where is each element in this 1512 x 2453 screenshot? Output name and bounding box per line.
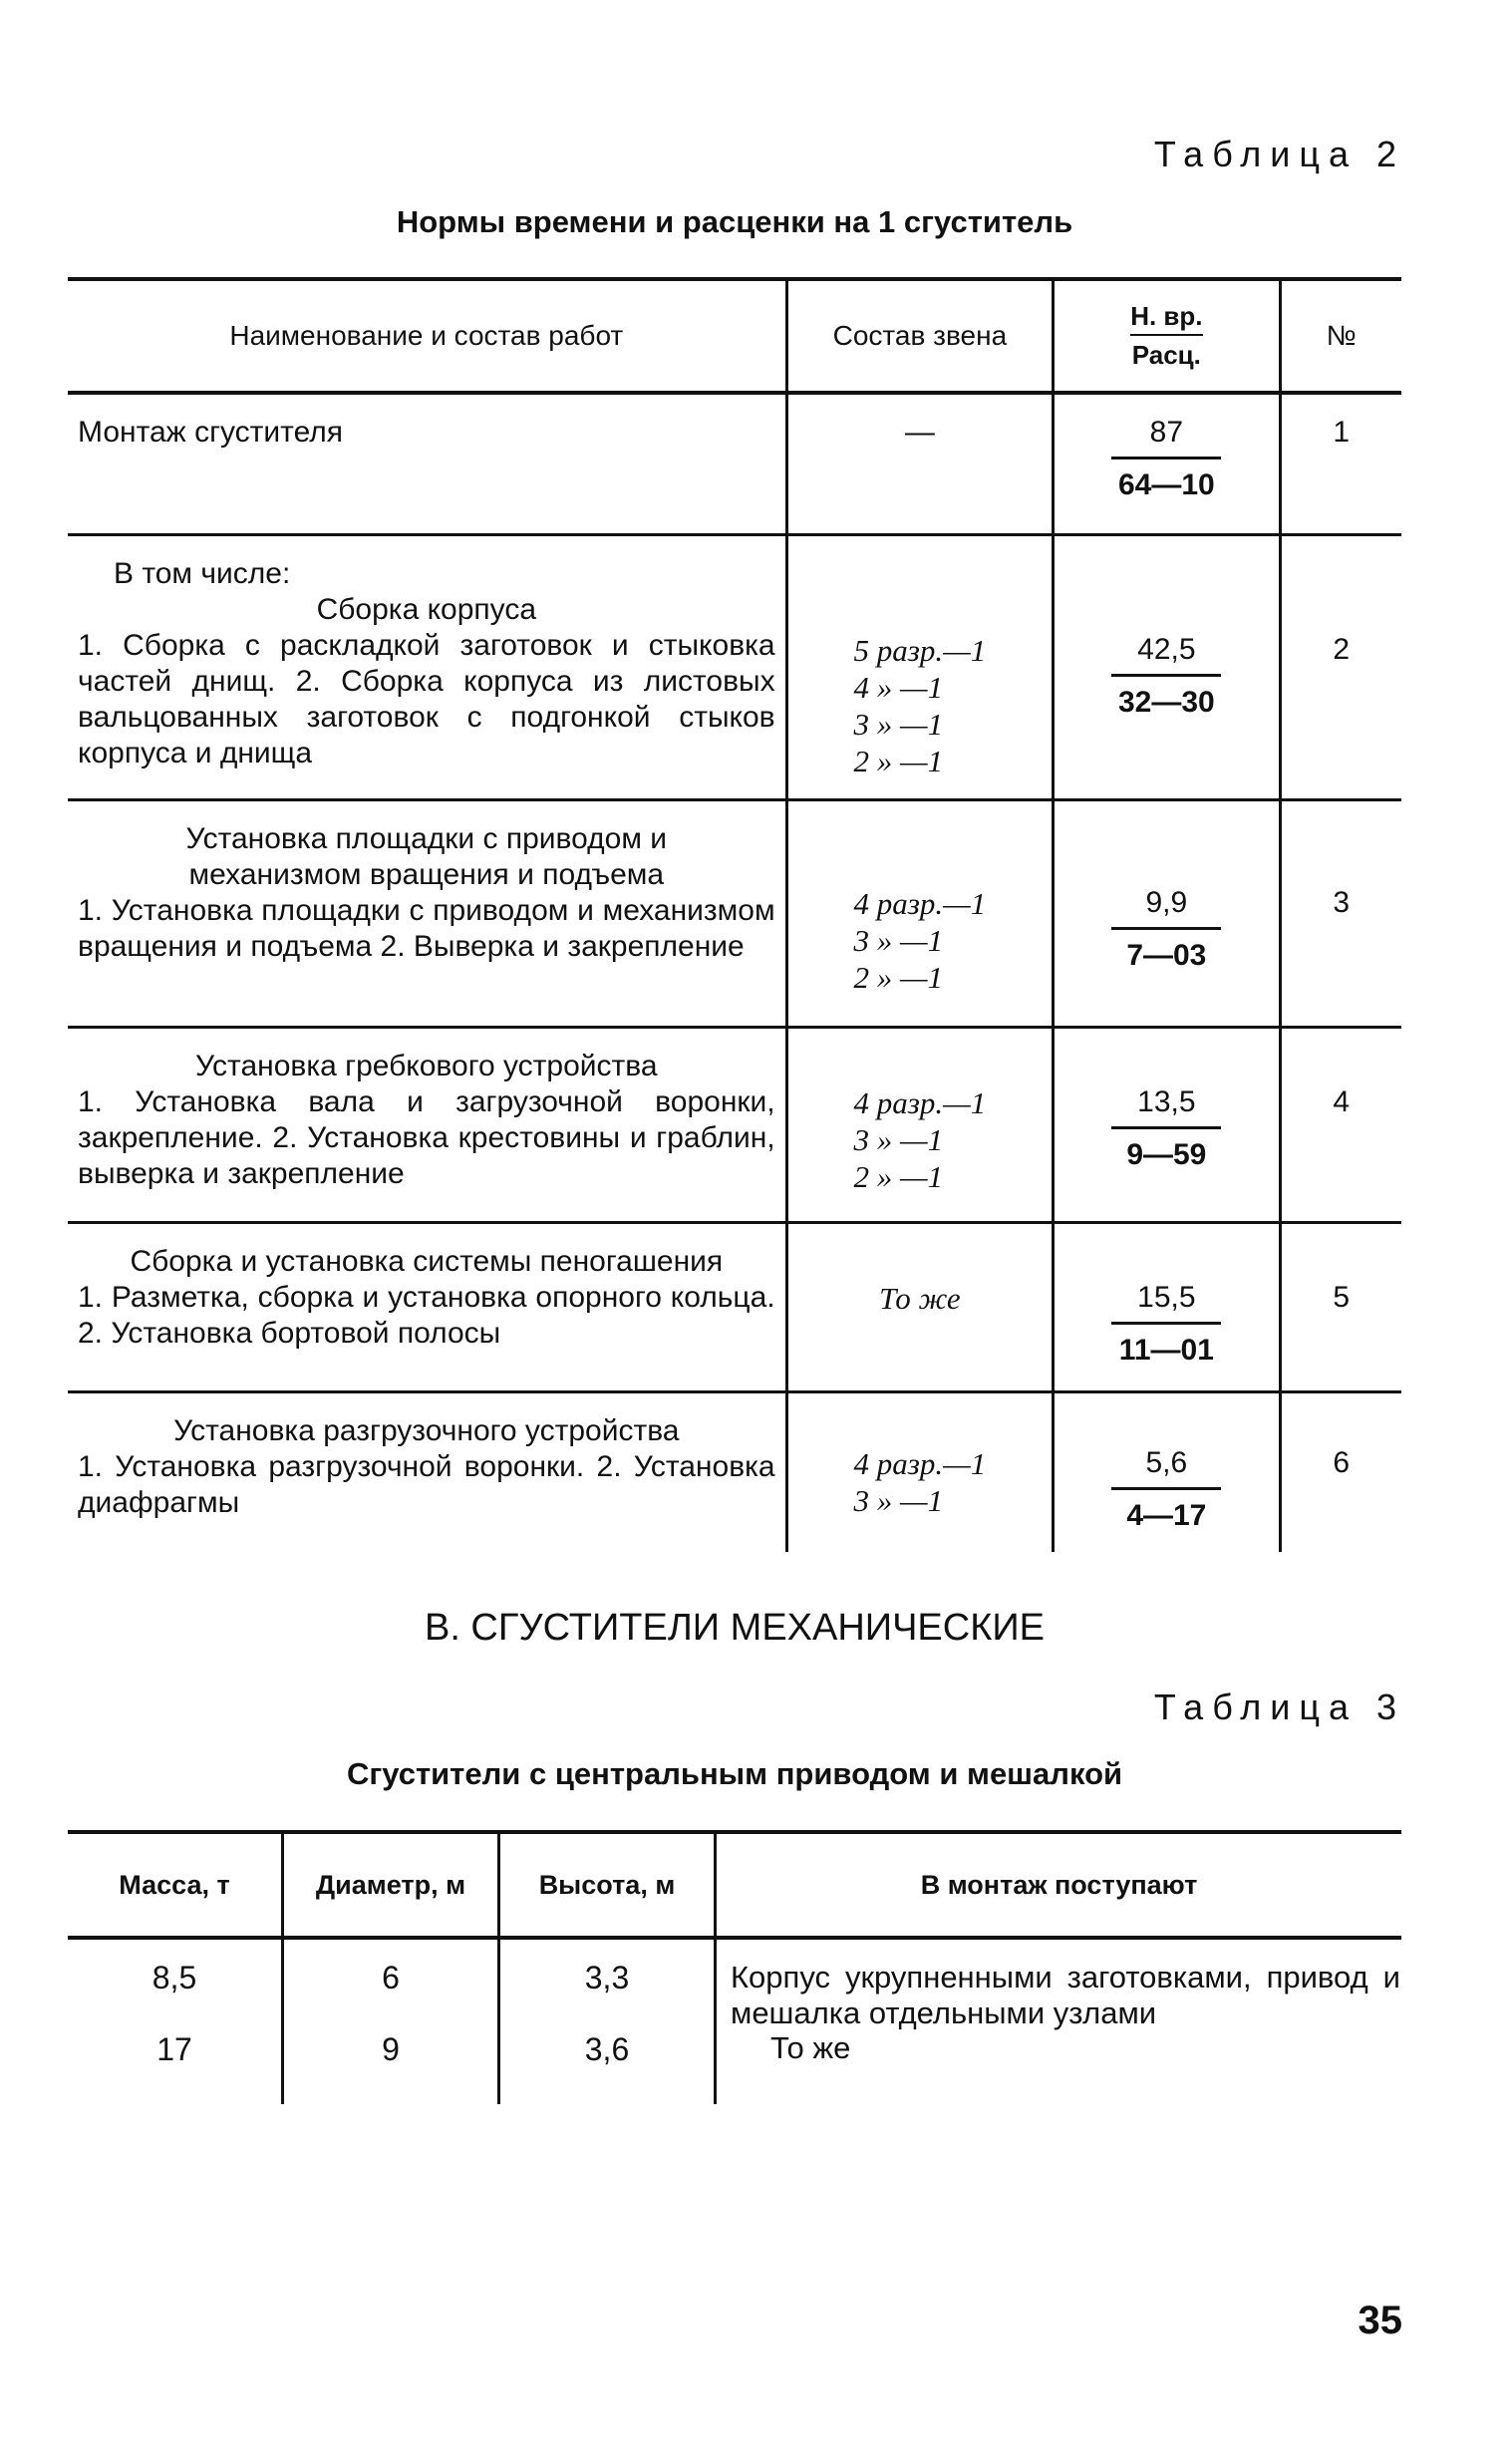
table-row <box>68 1028 1401 1223</box>
row-pre: В том числе: <box>114 556 291 590</box>
table-row <box>68 534 1401 800</box>
row-text: 1. Установка разгрузочной воронки. 2. Установка диафрагмы <box>78 1450 775 1520</box>
page-number: 35 <box>1358 2299 1402 2342</box>
row-norm <box>1054 1028 1280 1223</box>
diameter-value: 9 <box>382 2031 400 2067</box>
row-work <box>68 393 786 534</box>
row-title: Установка разгрузочного устройства <box>173 1414 680 1448</box>
header-height: Высота, м <box>499 1832 716 1938</box>
row-text: 1. Установка площадки с приводом и механизмом вращения и подъема 2. Выверка и закрепление <box>78 894 775 964</box>
row-work <box>68 1223 786 1392</box>
height-cell <box>499 1938 716 2104</box>
price-value: 4—17 <box>1126 1499 1207 1533</box>
supply-value: Корпус укрупненными заготовками, привод и мешалка отдельными узлами <box>731 1960 1400 2030</box>
crew-line: 4 разр.—1 <box>853 886 987 922</box>
header-mass: Масса, т <box>68 1832 283 1938</box>
row-norm <box>1054 800 1280 1028</box>
crew-line: 4 » —1 <box>853 669 944 705</box>
row-title: Сборка корпуса <box>316 592 537 626</box>
table3-header-row <box>68 1832 1401 1938</box>
header-norm <box>1054 279 1280 393</box>
crew-line: 4 разр.—1 <box>853 1085 987 1121</box>
norm-value: 15,5 <box>1111 1280 1221 1325</box>
crew-line: — <box>904 416 935 449</box>
crew-line: 5 разр.—1 <box>853 632 987 668</box>
row-number: 5 <box>1280 1223 1401 1392</box>
norm-value: 5,6 <box>1111 1445 1221 1490</box>
row-norm <box>1054 534 1280 800</box>
price-value: 32—30 <box>1117 685 1215 719</box>
norm-value: 9,9 <box>1111 885 1221 930</box>
row-norm <box>1054 1392 1280 1553</box>
supply-value: То же <box>770 2030 851 2066</box>
table-row <box>68 1392 1401 1553</box>
row-crew <box>786 393 1054 534</box>
row-number: 6 <box>1333 1446 1351 1480</box>
header-norm-bottom: Расц. <box>1131 340 1201 370</box>
table-row <box>68 1938 1401 2104</box>
table-row <box>68 1223 1401 1392</box>
row-work <box>68 800 786 1028</box>
norm-value: 42,5 <box>1111 632 1221 677</box>
crew-line: То же <box>879 1281 961 1317</box>
row-title: Установка гребкового устройства <box>195 1050 658 1083</box>
supply-cell <box>716 1938 1402 2104</box>
header-crew: Состав звена <box>786 279 1054 393</box>
table3-title: Сгустители с центральным приводом и мешалкой <box>346 1756 1123 1791</box>
crew-line: 3 » —1 <box>853 1122 944 1158</box>
crew-line: 2 » —1 <box>853 1159 944 1195</box>
crew-line: 3 » —1 <box>853 706 944 742</box>
price-value: 64—10 <box>1117 468 1215 501</box>
row-text: 1. Сборка с раскладкой заготовок и стыковка частей днищ. 2. Сборка корпуса из листовых вальцованных заготовок с подгонкой стыков корпуса и днища <box>78 628 775 769</box>
crew-line: 2 » —1 <box>853 960 944 996</box>
price-value: 11—01 <box>1118 1334 1214 1368</box>
mass-value: 8,5 <box>151 1960 197 1995</box>
row-text: 1. Установка вала и загрузочной воронки, закрепление. 2. Установка крестовины и граблин, выверка и закрепление <box>78 1085 775 1191</box>
table2-header-row <box>68 279 1401 393</box>
row-norm <box>1054 393 1280 534</box>
row-number: 2 <box>1280 534 1401 800</box>
row-work <box>68 1392 786 1553</box>
norm-value: 13,5 <box>1111 1084 1221 1129</box>
table2-label: Таблица 2 <box>1153 134 1405 174</box>
row-work <box>68 1028 786 1223</box>
height-value: 3,3 <box>584 1960 630 1995</box>
row-number: 3 <box>1280 800 1401 1028</box>
header-norm-top: Н. вр. <box>1130 301 1202 336</box>
height-value: 3,6 <box>584 2031 630 2067</box>
row-text: 1. Разметка, сборка и установка опорного кольца. 2. Установка бортовой полосы <box>78 1281 775 1351</box>
row-work <box>68 534 786 800</box>
row-crew <box>786 1223 1054 1392</box>
table2-title: Нормы времени и расценки на 1 сгуститель <box>396 204 1073 239</box>
table2 <box>68 277 1401 1552</box>
crew-line: 4 разр.—1 <box>853 1446 987 1482</box>
norm-value: 87 <box>1111 415 1221 460</box>
header-number: № <box>1280 279 1401 393</box>
header-supply: В монтаж поступают <box>716 1832 1402 1938</box>
row-crew <box>786 800 1054 1028</box>
row-crew <box>786 1028 1054 1223</box>
row-crew <box>786 534 1054 800</box>
header-diameter: Диаметр, м <box>283 1832 499 1938</box>
row-norm <box>1054 1223 1280 1392</box>
row-crew <box>786 1392 1054 1553</box>
diameter-value: 6 <box>382 1960 400 1995</box>
table3 <box>68 1830 1401 2104</box>
price-value: 7—03 <box>1126 939 1207 973</box>
section-title: В. СГУСТИТЕЛИ МЕХАНИЧЕСКИЕ <box>424 1607 1046 1649</box>
table-row <box>68 800 1401 1028</box>
crew-line: 2 » —1 <box>853 744 944 779</box>
row-number: 1 <box>1280 393 1401 534</box>
row-text: Монтаж сгустителя <box>78 416 344 449</box>
crew-line: 3 » —1 <box>853 1483 944 1519</box>
mass-value: 17 <box>156 2031 192 2067</box>
crew-line: 3 » —1 <box>853 923 944 959</box>
row-title: Установка площадки с приводом и механизмом вращения и подъема <box>185 822 668 892</box>
price-value: 9—59 <box>1126 1138 1207 1172</box>
diameter-cell <box>283 1938 499 2104</box>
mass-cell <box>68 1938 283 2104</box>
header-name: Наименование и состав работ <box>68 279 786 393</box>
table-row <box>68 393 1401 534</box>
row-title: Сборка и установка системы пеногашения <box>130 1245 724 1279</box>
row-number: 4 <box>1280 1028 1401 1223</box>
table3-label: Таблица 3 <box>1153 1686 1405 1727</box>
